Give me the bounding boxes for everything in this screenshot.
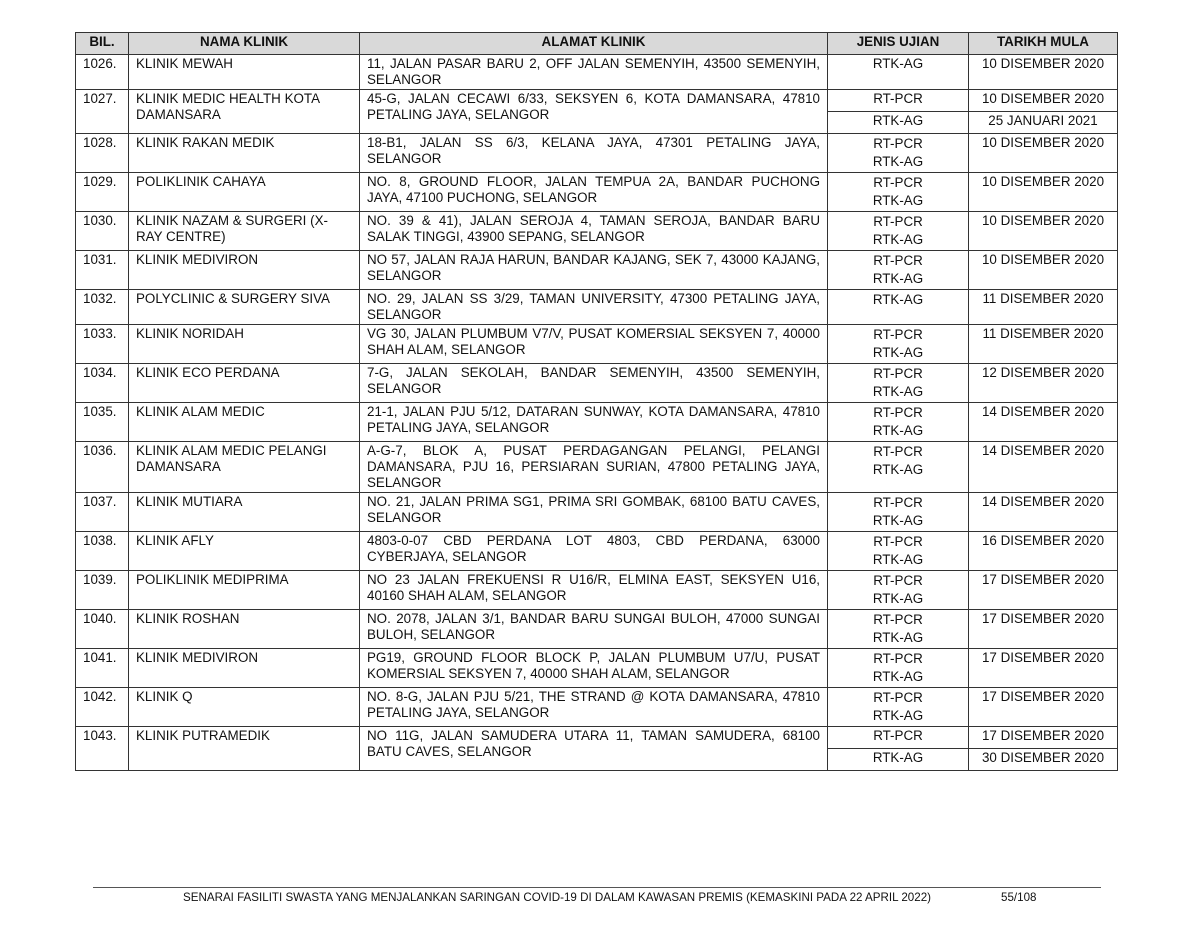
test-type: RT-PCR xyxy=(873,495,923,510)
clinic-name: KLINIK NORIDAH xyxy=(129,325,360,364)
test-type: RT-PCR xyxy=(873,366,923,381)
start-date: 10 DISEMBER 2020 xyxy=(969,173,1118,212)
row-number: 1026. xyxy=(76,55,129,90)
clinic-name: POLIKLINIK MEDIPRIMA xyxy=(129,571,360,610)
start-date: 10 DISEMBER 2020 xyxy=(969,134,1118,173)
test-types xyxy=(828,251,969,290)
header-nama-klinik: NAMA KLINIK xyxy=(129,33,360,55)
test-types xyxy=(828,290,969,325)
test-type: RTK-AG xyxy=(872,193,924,208)
row-number: 1029. xyxy=(76,173,129,212)
clinic-address: NO. 29, JALAN SS 3/29, TAMAN UNIVERSITY, 47300 PETALING JAYA, SELANGOR xyxy=(360,290,828,325)
row-number: 1036. xyxy=(76,442,129,493)
test-type: RT-PCR xyxy=(873,612,923,627)
clinic-address: NO 23 JALAN FREKUENSI R U16/R, ELMINA EAST, SEKSYEN U16, 40160 SHAH ALAM, SELANGOR xyxy=(360,571,828,610)
table-row xyxy=(76,688,1118,727)
clinic-address: 7-G, JALAN SEKOLAH, BANDAR SEMENYIH, 43500 SEMENYIH, SELANGOR xyxy=(360,364,828,403)
table-row xyxy=(76,251,1118,290)
test-type: RT-PCR xyxy=(873,534,923,549)
clinic-address: NO. 39 & 41), JALAN SEROJA 4, TAMAN SEROJA, BANDAR BARU SALAK TINGGI, 43900 SEPANG, SELANGOR xyxy=(360,212,828,251)
clinic-name: KLINIK RAKAN MEDIK xyxy=(129,134,360,173)
row-number: 1032. xyxy=(76,290,129,325)
clinic-name: KLINIK MUTIARA xyxy=(129,493,360,532)
test-types xyxy=(828,493,969,532)
test-type: RTK-AG xyxy=(828,55,969,90)
table-row xyxy=(76,290,1118,325)
start-date: 11 DISEMBER 2020 xyxy=(969,325,1118,364)
clinic-address: PG19, GROUND FLOOR BLOCK P, JALAN PLUMBUM U7/U, PUSAT KOMERSIAL SEKSYEN 7, 40000 SHAH ALAM, SELANGOR xyxy=(360,649,828,688)
test-types xyxy=(828,571,969,610)
start-date: 16 DISEMBER 2020 xyxy=(969,532,1118,571)
clinic-address: 45-G, JALAN CECAWI 6/33, SEKSYEN 6, KOTA DAMANSARA, 47810 PETALING JAYA, SELANGOR xyxy=(360,90,828,134)
table-row xyxy=(76,571,1118,610)
test-type: RT-PCR xyxy=(873,573,923,588)
clinic-name: KLINIK MEWAH xyxy=(129,55,360,90)
clinic-name: KLINIK MEDIVIRON xyxy=(129,649,360,688)
test-type: RTK-AG xyxy=(872,232,924,247)
clinic-address: A-G-7, BLOK A, PUSAT PERDAGANGAN PELANGI, PELANGI DAMANSARA, PJU 16, PERSIARAN SURIAN, 47800 PETALING JAYA, SELANGOR xyxy=(360,442,828,493)
test-types xyxy=(828,532,969,571)
test-types xyxy=(828,173,969,212)
header-tarikh-mula: TARIKH MULA xyxy=(969,33,1118,55)
clinic-name: POLIKLINIK CAHAYA xyxy=(129,173,360,212)
table-row xyxy=(76,212,1118,251)
test-type: RT-PCR xyxy=(873,175,923,190)
start-date: 14 DISEMBER 2020 xyxy=(969,493,1118,532)
test-type: RTK-AG xyxy=(872,384,924,399)
table-row xyxy=(76,442,1118,493)
start-date: 17 DISEMBER 2020 xyxy=(969,727,1118,749)
start-date: 25 JANUARI 2021 xyxy=(969,112,1118,134)
clinic-name: KLINIK MEDIVIRON xyxy=(129,251,360,290)
test-type: RT-PCR xyxy=(873,690,923,705)
header-bil: BIL. xyxy=(76,33,129,55)
test-type: RTK-AG xyxy=(828,749,969,771)
test-type: RT-PCR xyxy=(873,327,923,342)
header-alamat-klinik: ALAMAT KLINIK xyxy=(360,33,828,55)
test-type: RTK-AG xyxy=(872,552,924,567)
test-types xyxy=(828,212,969,251)
test-type: RT-PCR xyxy=(873,651,923,666)
row-number: 1037. xyxy=(76,493,129,532)
clinic-table xyxy=(75,32,1118,771)
row-number: 1042. xyxy=(76,688,129,727)
test-types xyxy=(828,649,969,688)
test-type: RTK-AG xyxy=(872,462,924,477)
footer-title: SENARAI FASILITI SWASTA YANG MENJALANKAN SARINGAN COVID-19 DI DALAM KAWASAN PREMIS (KEMASKINI PADA 22 APRIL 2022) xyxy=(183,891,932,904)
row-number: 1038. xyxy=(76,532,129,571)
start-date: 17 DISEMBER 2020 xyxy=(969,610,1118,649)
test-type: RTK-AG xyxy=(872,271,924,286)
row-number: 1035. xyxy=(76,403,129,442)
start-date: 17 DISEMBER 2020 xyxy=(969,571,1118,610)
test-type: RTK-AG xyxy=(872,591,924,606)
clinic-name: KLINIK ECO PERDANA xyxy=(129,364,360,403)
row-number: 1030. xyxy=(76,212,129,251)
row-number: 1028. xyxy=(76,134,129,173)
table-row xyxy=(76,134,1118,173)
table-row xyxy=(76,649,1118,688)
test-type: RT-PCR xyxy=(873,214,923,229)
start-date: 14 DISEMBER 2020 xyxy=(969,403,1118,442)
table-row xyxy=(76,403,1118,442)
clinic-address: NO. 2078, JALAN 3/1, BANDAR BARU SUNGAI BULOH, 47000 SUNGAI BULOH, SELANGOR xyxy=(360,610,828,649)
start-date: 10 DISEMBER 2020 xyxy=(969,251,1118,290)
test-types xyxy=(828,134,969,173)
clinic-address: 21-1, JALAN PJU 5/12, DATARAN SUNWAY, KOTA DAMANSARA, 47810 PETALING JAYA, SELANGOR xyxy=(360,403,828,442)
clinic-address: NO. 8-G, JALAN PJU 5/21, THE STRAND @ KOTA DAMANSARA, 47810 PETALING JAYA, SELANGOR xyxy=(360,688,828,727)
header-jenis-ujian: JENIS UJIAN xyxy=(828,33,969,55)
clinic-address: NO 11G, JALAN SAMUDERA UTARA 11, TAMAN SAMUDERA, 68100 BATU CAVES, SELANGOR xyxy=(360,727,828,771)
test-type: RTK-AG xyxy=(872,630,924,645)
row-number: 1039. xyxy=(76,571,129,610)
start-date: 17 DISEMBER 2020 xyxy=(969,649,1118,688)
row-number: 1041. xyxy=(76,649,129,688)
clinic-address: 4803-0-07 CBD PERDANA LOT 4803, CBD PERDANA, 63000 CYBERJAYA, SELANGOR xyxy=(360,532,828,571)
clinic-name: KLINIK PUTRAMEDIK xyxy=(129,727,360,771)
start-date: 14 DISEMBER 2020 xyxy=(969,442,1118,493)
test-type: RT-PCR xyxy=(873,253,923,268)
start-date: 10 DISEMBER 2020 xyxy=(969,90,1118,112)
test-types xyxy=(828,403,969,442)
page-number: 55/108 xyxy=(1001,891,1037,904)
footer-divider xyxy=(93,887,1101,888)
table-row xyxy=(76,727,1118,749)
test-type: RTK-AG xyxy=(872,154,924,169)
test-type: RT-PCR xyxy=(828,727,969,749)
table-header-row xyxy=(76,33,1118,55)
test-type: RTK-AG xyxy=(872,345,924,360)
row-number: 1031. xyxy=(76,251,129,290)
test-types xyxy=(828,364,969,403)
clinic-name: KLINIK MEDIC HEALTH KOTA DAMANSARA xyxy=(129,90,360,134)
table-row xyxy=(76,90,1118,112)
clinic-address: 18-B1, JALAN SS 6/3, KELANA JAYA, 47301 PETALING JAYA, SELANGOR xyxy=(360,134,828,173)
start-date: 11 DISEMBER 2020 xyxy=(969,290,1118,325)
clinic-address: NO. 8, GROUND FLOOR, JALAN TEMPUA 2A, BANDAR PUCHONG JAYA, 47100 PUCHONG, SELANGOR xyxy=(360,173,828,212)
table-row xyxy=(76,325,1118,364)
table-row xyxy=(76,55,1118,90)
test-type: RTK-AG xyxy=(828,112,969,134)
row-number: 1040. xyxy=(76,610,129,649)
test-types xyxy=(828,610,969,649)
clinic-name: KLINIK ALAM MEDIC xyxy=(129,403,360,442)
start-date: 10 DISEMBER 2020 xyxy=(969,55,1118,90)
test-type: RTK-AG xyxy=(872,292,924,307)
clinic-name: KLINIK ROSHAN xyxy=(129,610,360,649)
test-types xyxy=(828,325,969,364)
table-row xyxy=(76,364,1118,403)
test-type: RT-PCR xyxy=(873,405,923,420)
table-row xyxy=(76,610,1118,649)
test-types xyxy=(828,688,969,727)
start-date: 10 DISEMBER 2020 xyxy=(969,212,1118,251)
test-type: RT-PCR xyxy=(828,90,969,112)
clinic-address: VG 30, JALAN PLUMBUM V7/V, PUSAT KOMERSIAL SEKSYEN 7, 40000 SHAH ALAM, SELANGOR xyxy=(360,325,828,364)
test-type: RTK-AG xyxy=(872,513,924,528)
clinic-name: POLYCLINIC & SURGERY SIVA xyxy=(129,290,360,325)
start-date: 17 DISEMBER 2020 xyxy=(969,688,1118,727)
test-type: RTK-AG xyxy=(872,423,924,438)
start-date: 12 DISEMBER 2020 xyxy=(969,364,1118,403)
start-date: 30 DISEMBER 2020 xyxy=(969,749,1118,771)
test-type: RT-PCR xyxy=(873,444,923,459)
row-number: 1034. xyxy=(76,364,129,403)
row-number: 1033. xyxy=(76,325,129,364)
row-number: 1027. xyxy=(76,90,129,134)
clinic-address: 11, JALAN PASAR BARU 2, OFF JALAN SEMENYIH, 43500 SEMENYIH, SELANGOR xyxy=(360,55,828,90)
table-row xyxy=(76,173,1118,212)
clinic-address: NO. 21, JALAN PRIMA SG1, PRIMA SRI GOMBAK, 68100 BATU CAVES, SELANGOR xyxy=(360,493,828,532)
row-number: 1043. xyxy=(76,727,129,771)
test-type: RT-PCR xyxy=(873,136,923,151)
table-row xyxy=(76,493,1118,532)
clinic-name: KLINIK NAZAM & SURGERI (X-RAY CENTRE) xyxy=(129,212,360,251)
test-type: RTK-AG xyxy=(872,708,924,723)
test-types xyxy=(828,442,969,493)
clinic-name: KLINIK AFLY xyxy=(129,532,360,571)
clinic-name: KLINIK Q xyxy=(129,688,360,727)
table-row xyxy=(76,532,1118,571)
clinic-address: NO 57, JALAN RAJA HARUN, BANDAR KAJANG, SEK 7, 43000 KAJANG, SELANGOR xyxy=(360,251,828,290)
clinic-name: KLINIK ALAM MEDIC PELANGI DAMANSARA xyxy=(129,442,360,493)
test-type: RTK-AG xyxy=(872,669,924,684)
